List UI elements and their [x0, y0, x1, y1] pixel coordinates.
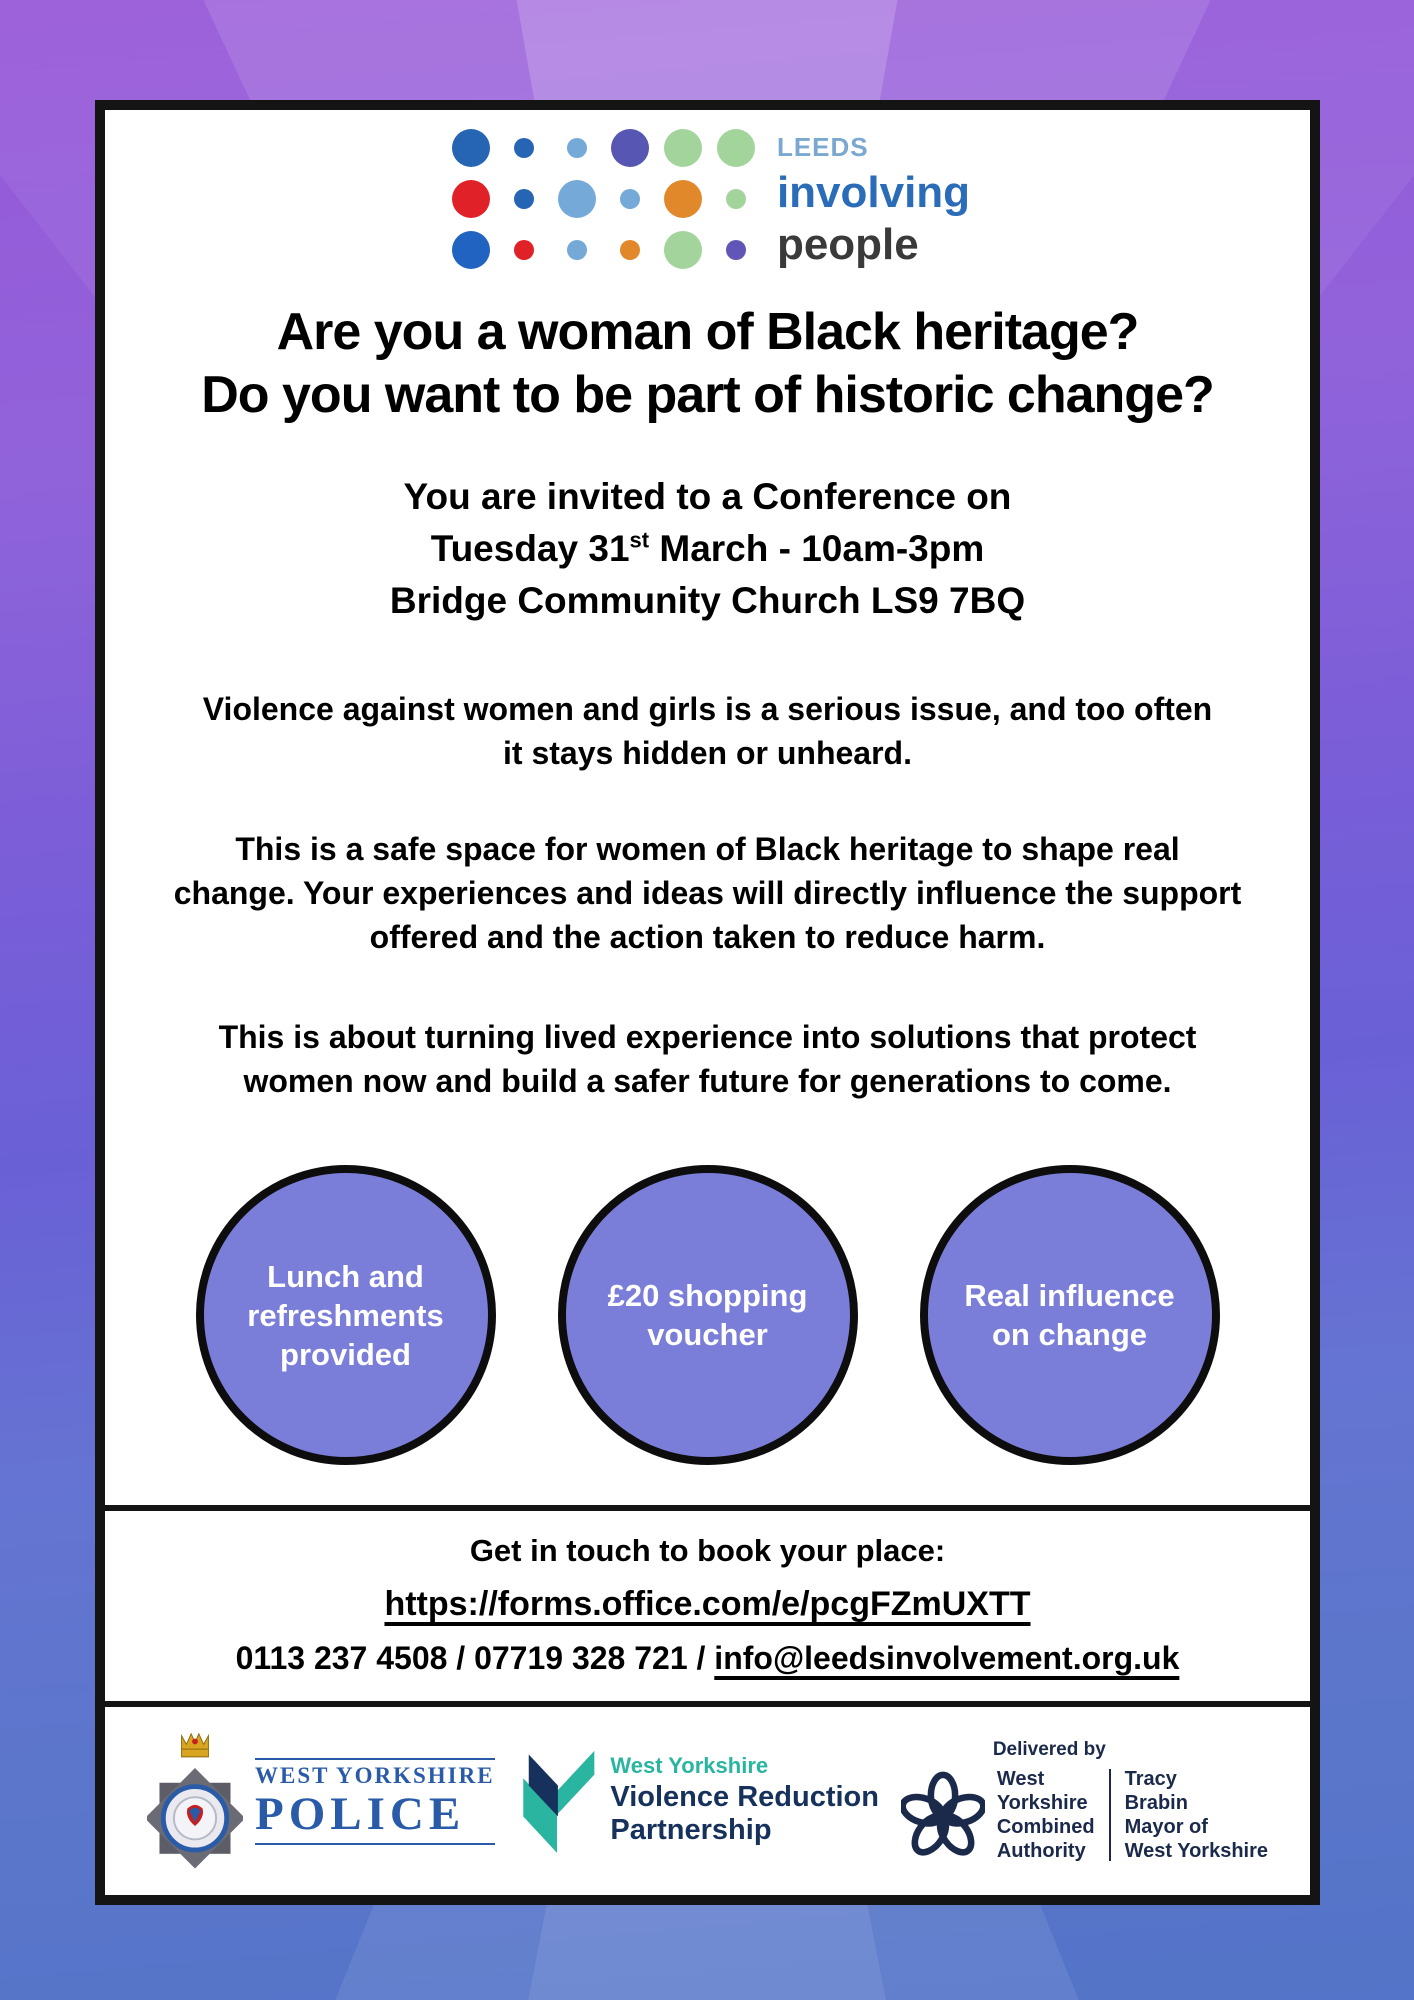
- contact-phones: 0113 237 4508 / 07719 328 721 /: [235, 1640, 715, 1676]
- police-wordmark: [255, 1758, 495, 1845]
- logo-dot: [620, 189, 640, 209]
- vrp-wordmark-line1: West Yorkshire: [610, 1753, 769, 1778]
- ordinal-suffix: st: [629, 527, 650, 553]
- logo-dot: [717, 129, 755, 167]
- badge-influence-label: Real influence on change: [964, 1278, 1175, 1352]
- vrp-check-icon: [516, 1747, 598, 1855]
- benefit-badges: [196, 1165, 1220, 1465]
- purpose-paragraph: This is about turning lived experience into solutions that protect women now and build a safer future for generations to come.: [218, 1019, 1197, 1099]
- flyer-card: [95, 100, 1320, 1905]
- contact-email-link[interactable]: info@leedsinvolvement.org.uk: [714, 1640, 1180, 1676]
- logo-dot: [664, 180, 702, 218]
- logo-dot: [567, 240, 587, 260]
- contact-phone-email-line: [236, 1640, 1180, 1677]
- contact-section: [105, 1511, 1310, 1701]
- police-wordmark-line1: WEST YORKSHIRE: [255, 1758, 495, 1789]
- logo-dot: [664, 231, 702, 269]
- vrp-wordmark-line3: Partnership: [610, 1814, 772, 1846]
- violence-reduction-partnership-logo: [516, 1747, 879, 1855]
- contact-heading: Get in touch to book your place:: [469, 1533, 946, 1568]
- vrp-wordmark: [610, 1755, 879, 1847]
- logo-dot: [452, 180, 490, 218]
- logo-dot: [620, 240, 640, 260]
- logo-dot: [514, 240, 534, 260]
- logo-dot: [664, 129, 702, 167]
- badge-lunch: [196, 1165, 496, 1465]
- safe-space-paragraph: This is a safe space for women of Black heritage to shape real change. Your experiences and ideas will directly influence the support offered and the action taken to reduce harm.: [173, 831, 1242, 955]
- partner-logos-footer: [105, 1707, 1310, 1895]
- conference-details: [390, 471, 1025, 627]
- police-wordmark-line2: POLICE: [255, 1789, 495, 1845]
- west-yorkshire-police-logo: [147, 1726, 495, 1876]
- page-title-line2: Do you want to be part of historic change?: [201, 366, 1214, 424]
- logo-dot: [726, 189, 746, 209]
- conference-venue-line: Bridge Community Church LS9 7BQ: [389, 580, 1026, 621]
- wyca-separator: [1109, 1769, 1111, 1861]
- intro-paragraph: Violence against women and girls is a serious issue, and too often it stays hidden or unheard.: [202, 691, 1213, 771]
- combined-authority-logo: [901, 1739, 1268, 1863]
- booking-form-link[interactable]: https://forms.office.com/e/pcgFZmUXTT: [384, 1585, 1031, 1623]
- logo-dot: [514, 189, 534, 209]
- logo-word-people: people: [776, 219, 919, 269]
- logo-dot: [452, 129, 490, 167]
- page-title: [201, 301, 1214, 427]
- logo-dot: [514, 138, 534, 158]
- wyca-rose-icon: [901, 1770, 985, 1860]
- logo-dot: [567, 138, 587, 158]
- badge-lunch-label: Lunch and refreshments provided: [247, 1258, 444, 1372]
- logo-word-leeds: LEEDS: [776, 131, 869, 162]
- leeds-involving-people-logo: [445, 122, 970, 275]
- conference-invite-line: You are invited to a Conference on: [403, 476, 1012, 517]
- delivered-by-label: Delivered by: [992, 1739, 1106, 1760]
- logo-wordmark: [777, 127, 970, 271]
- vrp-wordmark-line2: Violence Reduction: [610, 1781, 879, 1813]
- flyer-main-section: [105, 110, 1310, 1505]
- badge-voucher: [558, 1165, 858, 1465]
- badge-voucher-label: £20 shopping voucher: [607, 1278, 808, 1352]
- logo-dot: [558, 180, 596, 218]
- page-title-line1: Are you a woman of Black heritage?: [276, 303, 1139, 361]
- badge-influence: [920, 1165, 1220, 1465]
- logo-word-involving: involving: [776, 167, 971, 217]
- logo-dot: [726, 240, 746, 260]
- logo-dot: [611, 129, 649, 167]
- wyca-name-column: West Yorkshire Combined Authority: [996, 1768, 1095, 1862]
- mayor-name-column: Tracy Brabin Mayor of West Yorkshire: [1124, 1768, 1268, 1862]
- conference-date-line: Tuesday 31st March - 10am-3pm: [430, 527, 985, 569]
- logo-dot: [452, 231, 490, 269]
- logo-dots: [445, 122, 763, 275]
- police-crest-icon: [147, 1726, 243, 1876]
